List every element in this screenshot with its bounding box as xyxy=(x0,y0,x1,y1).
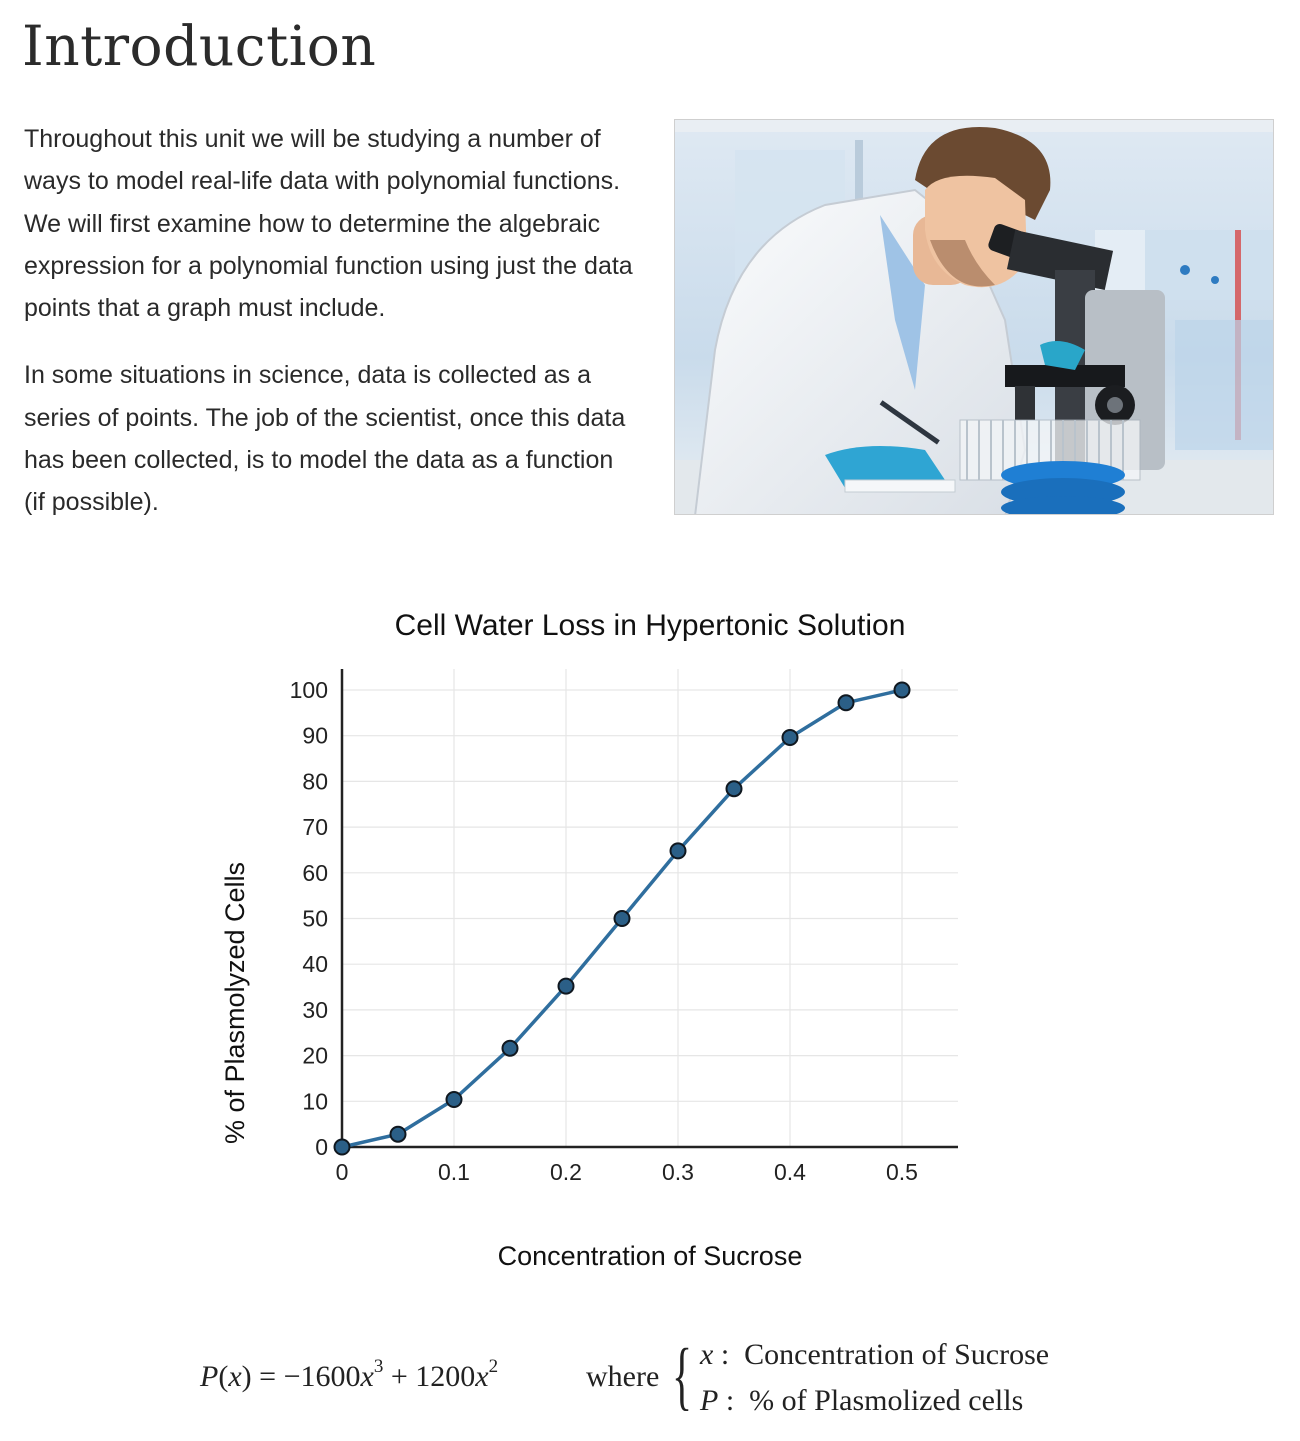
y-tick-label: 50 xyxy=(302,905,328,932)
formula-brace: { xyxy=(672,1334,693,1418)
x-tick-label: 0.5 xyxy=(886,1159,918,1185)
intro-text xyxy=(24,118,634,549)
axes xyxy=(342,669,958,1147)
formula-case-p: P : % of Plasmolized cells xyxy=(700,1384,1024,1417)
y-tick-label: 0 xyxy=(315,1134,328,1160)
y-tick-label: 30 xyxy=(302,996,328,1023)
data-point xyxy=(503,1041,518,1056)
y-tick-label: 70 xyxy=(302,814,328,841)
data-point xyxy=(559,979,574,994)
data-point xyxy=(615,911,630,926)
formula-lhs: $P(x) = -1600x^3 + 1200x^2$ xyxy=(200,1356,499,1393)
chart-title: Cell Water Loss in Hypertonic Solution xyxy=(394,609,906,642)
line-chart xyxy=(0,595,1300,1295)
y-tick-label: 100 xyxy=(289,677,328,703)
formula-var: x xyxy=(228,1360,242,1393)
y-tick-label: 80 xyxy=(302,768,328,795)
x-axis-label: Concentration of Sucrose xyxy=(497,1241,803,1271)
x-tick-label: 0.1 xyxy=(438,1159,470,1185)
formula-equals: = xyxy=(259,1360,277,1393)
formula xyxy=(200,1334,1160,1424)
formula-coef2: + 1200 xyxy=(390,1360,476,1393)
formula-exp1: 3 xyxy=(373,1356,384,1377)
data-point xyxy=(391,1127,406,1142)
y-tick-label: 90 xyxy=(302,722,328,749)
data-point xyxy=(895,683,910,698)
y-tick-label: 20 xyxy=(302,1042,328,1069)
formula-coef1: −1600 xyxy=(283,1360,361,1393)
y-tick-label: 10 xyxy=(302,1088,328,1115)
formula-where: where xyxy=(586,1360,660,1393)
x-tick-label: 0.4 xyxy=(774,1159,806,1185)
data-point xyxy=(783,730,798,745)
page-title: Introduction xyxy=(22,14,377,78)
data-point xyxy=(671,843,686,858)
y-tick-label: 40 xyxy=(302,951,328,978)
tick-labels xyxy=(290,677,918,1185)
grid-lines xyxy=(342,669,958,1147)
formula-case-x: x : Concentration of Sucrose xyxy=(700,1338,1050,1371)
data-point xyxy=(335,1140,350,1155)
x-tick-label: 0.2 xyxy=(550,1159,582,1185)
scientist-microscope-photo xyxy=(674,119,1274,515)
x-tick-label: 0.3 xyxy=(662,1159,694,1185)
y-tick-label: 60 xyxy=(302,859,328,886)
intro-paragraph-2: In some situations in science, data is collected as a series of points. The job of the scientist, once this data has been collected, is to model the data as a function (if possible). xyxy=(24,361,626,517)
formula-exp2: 2 xyxy=(488,1356,499,1377)
x-tick-label: 0 xyxy=(335,1159,349,1185)
data-point xyxy=(839,695,854,710)
data-point xyxy=(447,1092,462,1107)
data-point xyxy=(727,781,742,796)
intro-paragraph-1: Throughout this unit we will be studying a number of ways to model real-life data with polynomial functions. We will first examine how to determine the algebraic expression for a polynomial function using just the data points that a graph must include. xyxy=(24,125,633,323)
y-axis-label: % of Plasmolyzed Cells xyxy=(220,861,250,1145)
formula-fn: P xyxy=(200,1360,219,1393)
